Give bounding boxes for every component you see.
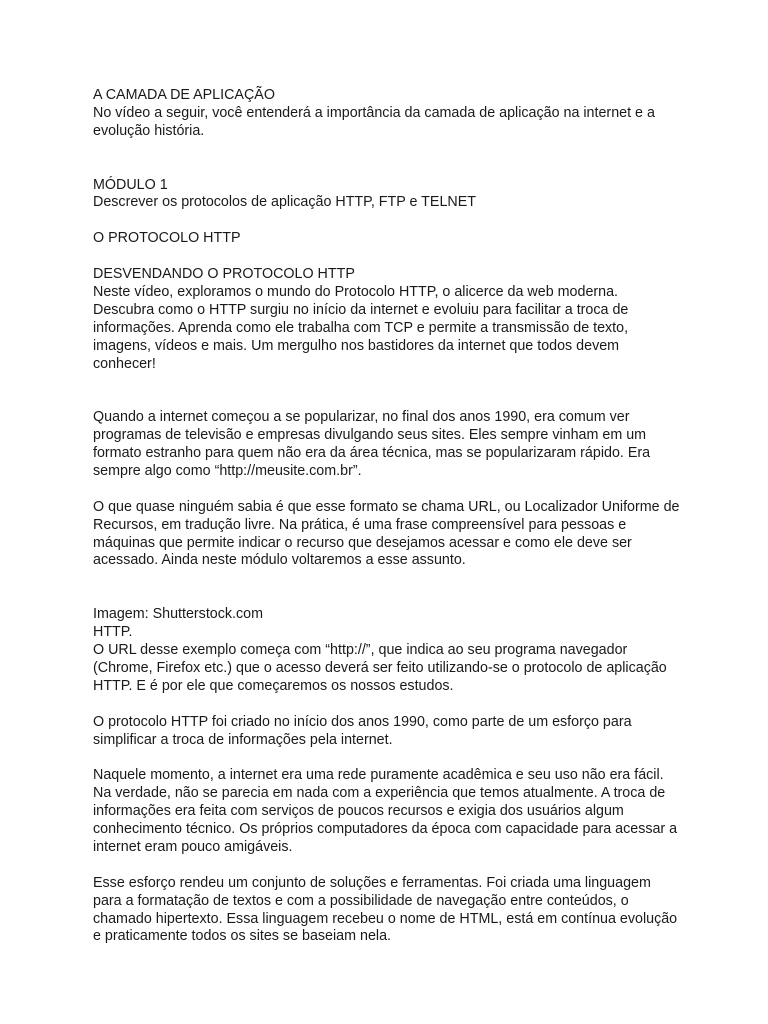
video-title: DESVENDANDO O PROTOCOLO HTTP: [93, 266, 355, 283]
spacer: [93, 570, 683, 606]
body-paragraph: Quando a internet começou a se popularizar, no final dos anos 1990, era comum ver programas de televisão e empresas divulgando seus sites. Eles sempre vinham em um formato estranho para quem não era da área técnica, mas se popularizaram rápido. Era sempre algo como “http://meusite.com.br”.: [93, 409, 651, 479]
spacer: [93, 373, 683, 409]
section-title: O PROTOCOLO HTTP: [93, 230, 241, 247]
intro-paragraph: No vídeo a seguir, você entenderá a importância da camada de aplicação na internet e a evolução história.: [93, 104, 655, 139]
document-heading: A CAMADA DE APLICAÇÃO: [93, 87, 275, 103]
video-description: Neste vídeo, exploramos o mundo do Protocolo HTTP, o alicerce da web moderna. Descubra como o HTTP surgiu no início da internet e evoluiu para facilitar a troca de informações. Aprenda como ele trabalha com TCP e permite a transmissão de texto, imagens, vídeos e mais. Um mergulho nos bastidores da internet que todos devem conhecer!: [93, 283, 629, 372]
body-paragraph: O URL desse exemplo começa com “http://”, que indica ao seu programa navegador (Chrome, Firefox etc.) que o acesso deverá ser feito utilizando-se o protocolo de aplicação HTTP. E é por ele que começaremos os nossos estudos.: [93, 642, 667, 694]
spacer: [93, 749, 683, 767]
image-credit: Imagem: Shutterstock.com: [93, 606, 264, 623]
spacer: [93, 212, 683, 230]
spacer: [93, 696, 683, 714]
module-title: MÓDULO 1: [93, 176, 168, 193]
spacer: [93, 248, 683, 266]
body-paragraph: O protocolo HTTP foi criado no início dos anos 1990, como parte de um esforço para simplificar a troca de informações pela internet.: [93, 713, 632, 748]
document-page: [93, 87, 683, 946]
module-description: Descrever os protocolos de aplicação HTTP, FTP e TELNET: [93, 194, 476, 211]
spacer: [93, 141, 683, 177]
body-paragraph: Esse esforço rendeu um conjunto de soluções e ferramentas. Foi criada uma linguagem para a formatação de textos e com a possibilidade de navegação entre conteúdos, o chamado hipertexto. Essa linguagem recebeu o nome de HTML, está em contínua evolução e praticamente todos os sites se baseiam nela.: [93, 874, 678, 945]
body-paragraph: O que quase ninguém sabia é que esse formato se chama URL, ou Localizador Uniforme de Recursos, em tradução livre. Na prática, é uma frase compreensível para pessoas e máquinas que permite indicar o recurso que desejamos acessar e como ele deve ser acessado. Ainda neste módulo voltaremos a esse assunto.: [93, 498, 680, 569]
spacer: [93, 857, 683, 875]
image-caption: HTTP.: [93, 624, 133, 641]
body-paragraph: Naquele momento, a internet era uma rede puramente acadêmica e seu uso não era fácil. Na verdade, não se parecia em nada com a experiência que temos atualmente. A troca de informações era feita com serviços de poucos recursos e exigia dos usuários algum conhecimento técnico. Os próprios computadores da época com capacidade para acessar a internet eram pouco amigáveis.: [93, 767, 678, 855]
spacer: [93, 481, 683, 499]
